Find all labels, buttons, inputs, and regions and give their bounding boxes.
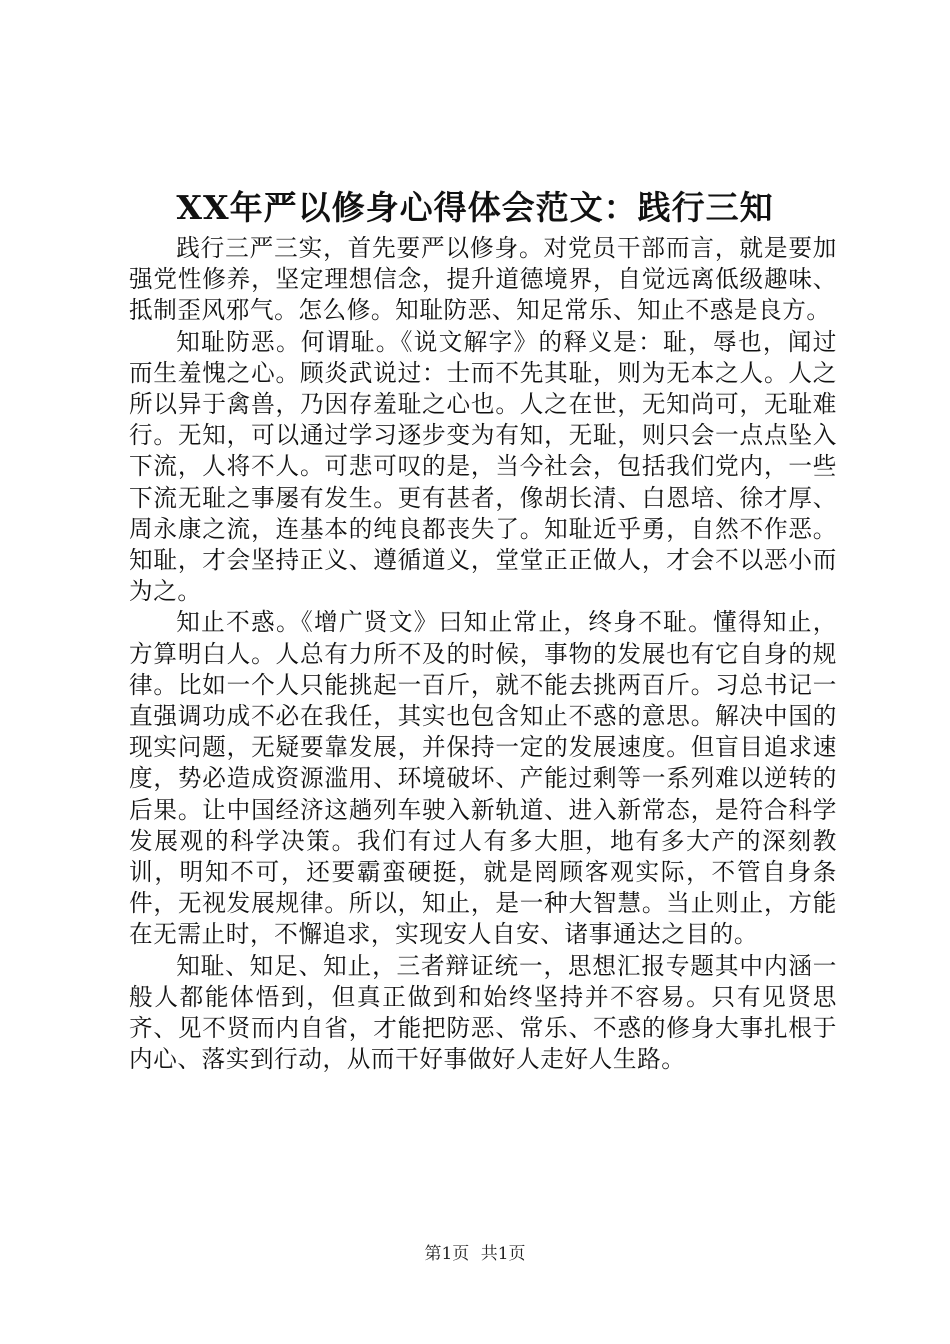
page-footer <box>0 1243 950 1265</box>
document-body <box>129 233 837 1075</box>
page-number-current: 第1页 <box>424 1244 470 1264</box>
paragraph-conclusion: 知耻、知足、知止，三者辩证统一，思想汇报专题其中内涵一般人都能体悟到，但真正做到和始终坚持并不容易。只有见贤思齐、见不贤而内自省，才能把防恶、常乐、不惑的修身大事扎根于内心、落实到行动，从而干好事做好人走好人生路。 <box>129 951 837 1074</box>
paragraph-intro: 践行三严三实，首先要严以修身。对党员干部而言，就是要加强党性修养，坚定理想信念，提升道德境界，自觉远离低级趣味、抵制歪风邪气。怎么修。知耻防恶、知足常乐、知止不惑是良方。 <box>129 234 837 325</box>
document-title: XX年严以修身心得体会范文：践行三知 <box>176 188 774 227</box>
paragraph-zhichi: 知耻防恶。何谓耻。《说文解字》的释义是：耻，辱也，闻过而生羞愧之心。顾炎武说过：士而不先其耻，则为无本之人。人之所以异于禽兽，乃因存羞耻之心也。人之在世，无知尚可，无耻难行。无知，可以通过学习逐步变为有知，无耻，则只会一点点坠入下流，人将不人。可悲可叹的是，当今社会，包括我们党内，一些下流无耻之事屡有发生。更有甚者，像胡长清、白恩培、徐才厚、周永康之流，连基本的纯良都丧失了。知耻近乎勇，自然不作恶。知耻，才会坚持正义、遵循道义，堂堂正正做人，才会不以恶小而为之。 <box>129 327 837 606</box>
paragraph-zhizhi: 知止不惑。《增广贤文》曰知止常止，终身不耻。懂得知止，方算明白人。人总有力所不及的时候，事物的发展也有它自身的规律。比如一个人只能挑起一百斤，就不能去挑两百斤。习总书记一直强调功成不必在我任，其实也包含知止不惑的意思。解决中国的现实问题，无疑要靠发展，并保持一定的发展速度。但盲目追求速度，势必造成资源滥用、环境破坏、产能过剩等一系列难以逆转的后果。让中国经济这趟列车驶入新轨道、进入新常态，是符合科学发展观的科学决策。我们有过人有多大胆，地有多大产的深刻教训，明知不可，还要霸蛮硬挺，就是罔顾客观实际，不管自身条件，无视发展规律。所以，知止，是一种大智慧。当止则止，方能在无需止时，不懈追求，实现安人自安、诸事通达之目的。 <box>129 608 837 949</box>
page-number-total: 共1页 <box>480 1244 526 1264</box>
